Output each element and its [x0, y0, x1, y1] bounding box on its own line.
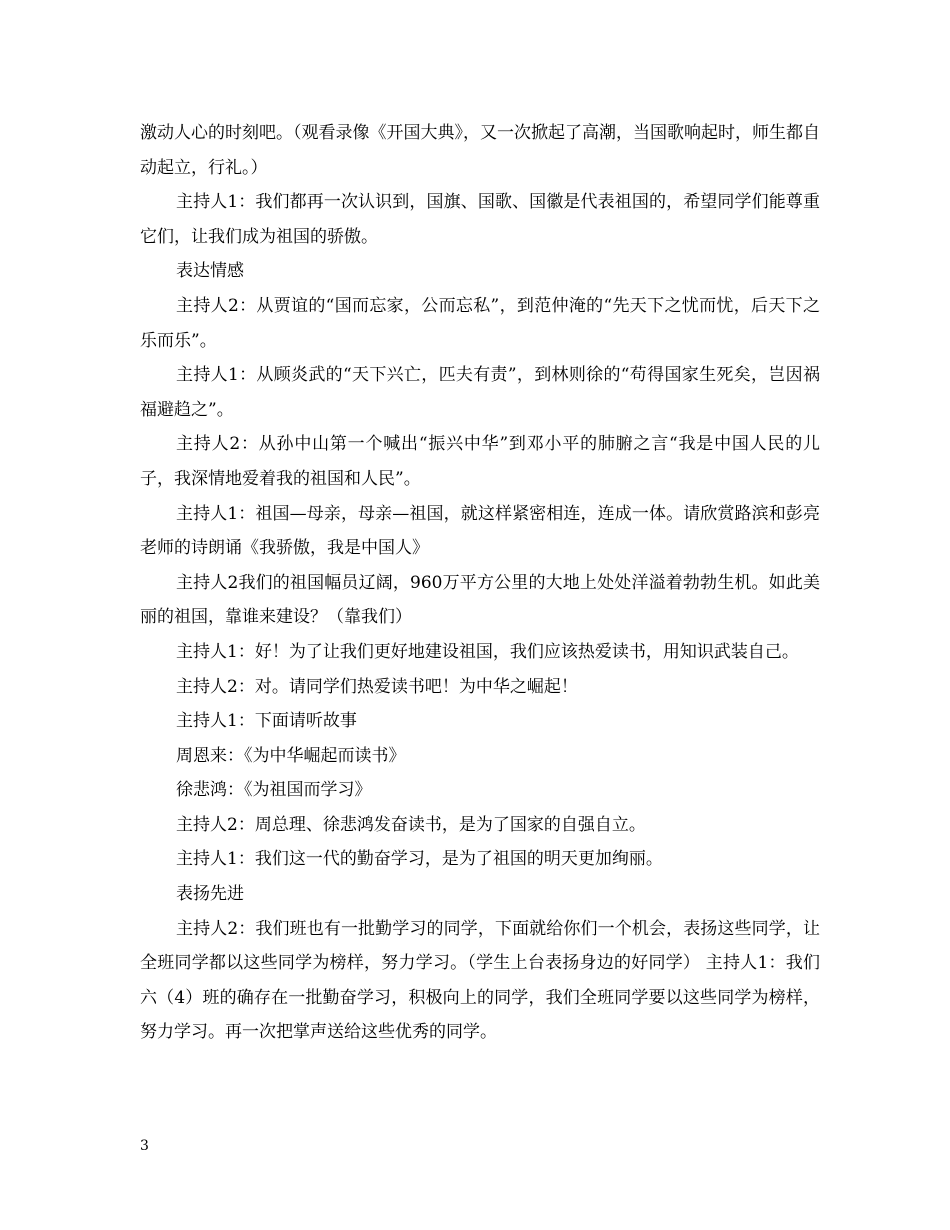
- paragraph-10: 主持人2：对。请同学们热爱读书吧！为中华之崛起！: [176, 676, 578, 697]
- paragraph-1: 激动人心的时刻吧。（观看录像《开国大典》，又一次掀起了高潮，当国歌响起时，师生都自动起立，行礼。）: [140, 123, 820, 178]
- paragraph-4: 主持人2：从贾谊的“国而忘家，公而忘私”，到范仲淹的“先天下之忧而忧，后天下之乐而乐”。: [140, 295, 820, 351]
- page-number: 3: [140, 1138, 149, 1154]
- paragraph-13: 徐悲鸿：《为祖国而学习》: [176, 780, 372, 801]
- paragraph-17: 主持人2：我们班也有一批勤学习的同学，下面就给你们一个机会，表扬这些同学，让全班同学都以这些同学为榜样，努力学习。（学生上台表扬身边的好同学） 主持人1：我们六（4）班的确存在一批勤奋学习，积极向上的同学，我们全班同学要以这些同学为榜样，努力学习。再一次把掌声送给这些优秀的同学。: [140, 918, 820, 1043]
- paragraph-14: 主持人2：周总理、徐悲鸿发奋读书，是为了国家的自强自立。: [176, 814, 646, 835]
- paragraph-11: 主持人1：下面请听故事: [176, 711, 357, 732]
- paragraph-2: 主持人1：我们都再一次认识到，国旗、国歌、国徽是代表祖国的，希望同学们能尊重它们，让我们成为祖国的骄傲。: [140, 192, 820, 247]
- body-text: [140, 116, 820, 1050]
- paragraph-7: 主持人1：祖国—母亲，母亲—祖国，就这样紧密相连，连成一体。请欣赏路滨和彭亮老师的诗朗诵《我骄傲，我是中国人》: [140, 503, 820, 559]
- paragraph-6: 主持人2：从孙中山第一个喊出“振兴中华”到邓小平的肺腑之言“我是中国人民的儿子，我深情地爱着我的祖国和人民”。: [140, 434, 820, 489]
- paragraph-9: 主持人1：好！为了让我们更好地建设祖国，我们应该热爱读书，用知识武装自己。: [176, 641, 799, 662]
- section-heading-praise-advanced: 表扬先进: [176, 884, 244, 905]
- paragraph-5: 主持人1：从顾炎武的“天下兴亡，匹夫有责”，到林则徐的“苟得国家生死矣，岂因祸福避趋之”。: [140, 365, 820, 420]
- paragraph-8: 主持人2我们的祖国幅员辽阔，960万平方公里的大地上处处洋溢着勃勃生机。如此美丽的祖国，靠谁来建设？（靠我们）: [140, 572, 820, 628]
- paragraph-12: 周恩来：《为中华崛起而读书》: [176, 745, 406, 766]
- paragraph-15: 主持人1：我们这一代的勤奋学习，是为了祖国的明天更加绚丽。: [176, 849, 663, 870]
- section-heading-express-feelings: 表达情感: [176, 261, 244, 282]
